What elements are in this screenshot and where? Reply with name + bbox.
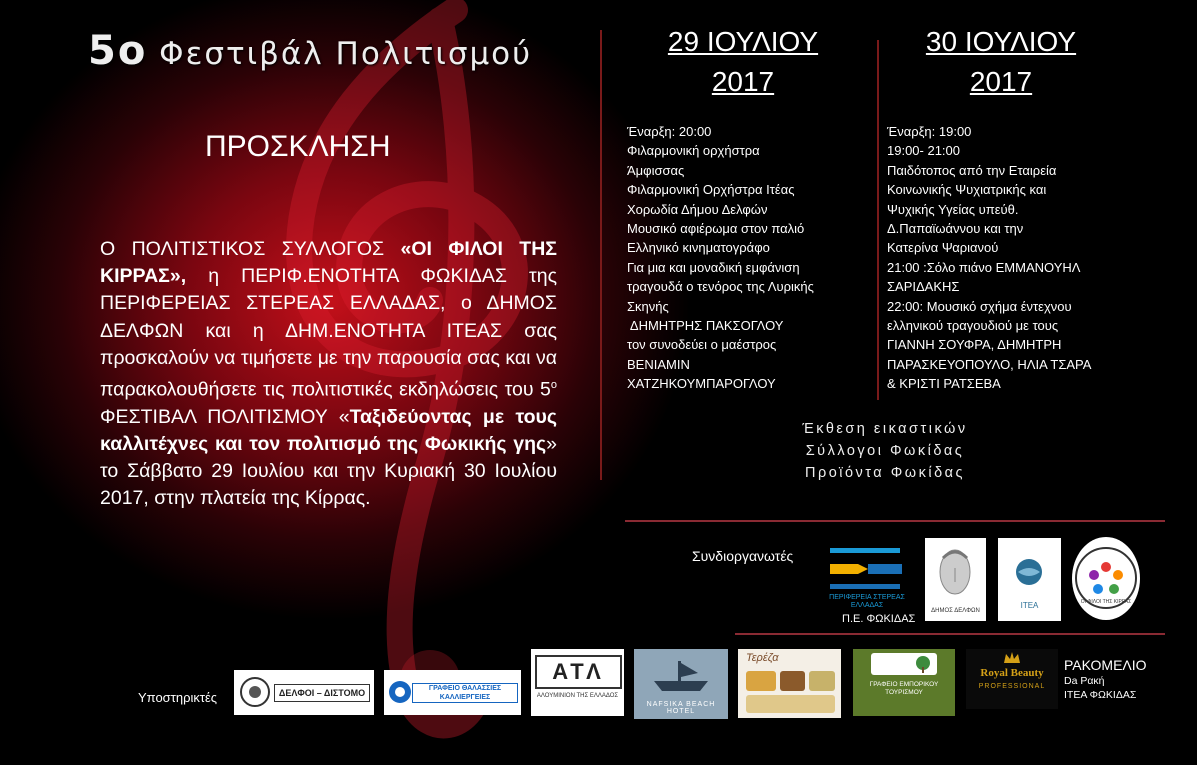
sponsor-1-emblem-icon: [237, 670, 277, 715]
schedule-line: Δ.Παπαϊωάννου και την: [887, 221, 1024, 237]
rakomelio-sponsor: [1064, 657, 1147, 702]
schedule-line: ΒΕΝΙΑΜΙΝ: [627, 356, 690, 372]
schedule-line: 22:00: Μουσικό σχήμα έντεχνου: [887, 298, 1072, 314]
festival-number: 5ο: [88, 28, 148, 74]
sponsor-6-badge: [871, 653, 937, 675]
itea-logo: [998, 538, 1061, 621]
exhibition-info: [770, 418, 1000, 484]
region-emblem-icon: [828, 542, 906, 594]
ship-icon: [634, 649, 728, 699]
sponsor-7-subtext: PROFESSIONAL: [978, 683, 1046, 690]
club-logo-text: ΟΙ ΦΙΛΟΙ ΤΗΣ ΚΙΡΡΑΣ: [1080, 599, 1132, 605]
date-day1: [652, 22, 834, 102]
exhibition-line-1: Έκθεση εικαστικών: [802, 421, 968, 437]
sponsor-3-mark: ΑΤΛ: [535, 655, 622, 689]
schedule-line: Ψυχικής Υγείας υπεύθ.: [887, 201, 1019, 217]
sponsor-6-text: ΓΡΑΦΕΙΟ ΕΜΠΟΡΙΚΟΥ ΤΟΥΡΙΣΜΟΥ: [869, 681, 939, 696]
schedule-line: ΓΙΑΝΝΗ ΣΟΥΦΡΑ, ΔΗΜΗΤΡΗ: [887, 337, 1062, 353]
food-thumbnail-1: [746, 671, 776, 691]
region-logo-text: ΠΕΡΙΦΕΡΕΙΑ ΣΤΕΡΕΑΣ ΕΛΛΑΔΑΣ: [829, 594, 905, 609]
date-day1-line1: 29 ΙΟΥΛΙΟΥ: [667, 26, 819, 57]
rakomelio-line-3: ΙΤΕΑ ΦΩΚΙΔΑΣ: [1064, 689, 1137, 701]
invitation-part-3: η ΠΕΡΙΦ.ΕΝΟΤΗΤΑ ΦΩΚΙΔΑΣ της ΠΕΡΙΦΕΡΕΙΑΣ ΣΤΕΡΕΑΣ ΕΛΛΑΔΑΣ, ο ΔΗΜΟΣ ΔΕΛΦΩΝ και η ΔΗΜ.ΕΝΟΤΗΤΑ ΙΤΕΑΣ σας προσκαλούν να τιμήσετε με την παρουσία σας και να παρακολουθήσετε τις πολιτιστικές εκδηλώσεις του 5: [100, 265, 557, 401]
food-thumbnail-3: [809, 671, 835, 691]
invitation-part-4: ΦΕΣΤΙΒΑΛ ΠΟΛΙΤΙΣΜΟΥ «: [100, 405, 350, 428]
divider-horizontal-bottom: [735, 633, 1165, 635]
date-day2-line1: 30 ΙΟΥΛΙΟΥ: [925, 26, 1077, 57]
sponsor-2-text: ΓΡΑΦΕΙΟ ΘΑΛΑΣΣΙΕΣ ΚΑΛΛΙΕΡΓΕΙΕΣ: [412, 683, 518, 703]
sponsor-4-text: NAFSIKA BEACH HOTEL: [646, 701, 716, 715]
invitation-text: [100, 236, 557, 513]
sponsor-3-text: ΑΛΟΥΜΙΝΙΟΝ ΤΗΣ ΕΛΛΑΔΟΣ: [536, 693, 619, 699]
divider-middle: [877, 40, 879, 400]
schedule-line: Μουσικό αφιέρωμα στον παλιό: [627, 221, 805, 237]
schedule-line: ΠΑΡΑΣΚΕΥΟΠΟΥΛΟ, ΗΛΙΑ ΤΣΑΡΑ: [887, 356, 1092, 372]
sponsors-label: Υποστηρικτές: [138, 690, 218, 705]
festival-title: [88, 28, 532, 74]
region-logo: [828, 542, 906, 612]
sponsor-tourism-office-logo: [853, 649, 955, 716]
sponsor-7-text: Royal Beauty: [980, 667, 1044, 679]
schedule-line: Φιλαρμονική Ορχήστρα Ιτέας: [627, 182, 795, 198]
invitation-heading: ΠΡΟΣΚΛΗΣΗ: [205, 130, 391, 163]
club-emblem-icon: [1072, 537, 1140, 620]
crown-icon: [966, 649, 1058, 667]
ordinal-superscript: ο: [550, 379, 557, 392]
schedule-line: Κατερίνα Ψαριανού: [887, 240, 999, 256]
schedule-line: Έναρξη: 19:00: [887, 124, 972, 139]
schedule-line: ΧΑΤΖΗΚΟΥΜΠΑΡΟΓΛΟΥ: [627, 376, 776, 392]
sponsor-delfoi-distomo-logo: [234, 670, 374, 715]
festival-theme: Ταξιδεύοντας με τους καλλιτέχνες και τον πολιτισμό της Φωκικής γης: [100, 405, 557, 455]
exhibition-line-2: Σύλλογοι Φωκίδας: [805, 443, 965, 459]
coorganizers-label: Συνδιοργανωτές: [692, 548, 794, 564]
schedule-line: τραγουδά ο τενόρος της Λυρικής: [627, 279, 814, 295]
schedule-line: Ελληνικό κινηματογράφο: [627, 240, 770, 256]
schedule-line: ελληνικού τραγουδιού με τους: [887, 318, 1059, 334]
itea-logo-text: ΙΤΕΑ: [1020, 601, 1039, 610]
club-logo: [1072, 537, 1140, 620]
sponsor-5-text: Τερέζα: [746, 652, 779, 664]
exhibition-line-3: Προϊόντα Φωκίδας: [804, 465, 966, 481]
rakomelio-title: ΡΑΚΟΜΕΛΙΟ: [1064, 657, 1147, 673]
schedule-day1: [627, 122, 814, 394]
schedule-line: τον συνοδεύει ο μαέστρος: [627, 337, 777, 353]
sponsor-aluminium-logo: [531, 649, 624, 716]
delphi-logo-text: ΔΗΜΟΣ ΔΕΛΦΩΝ: [931, 608, 980, 614]
date-day1-line2: 2017: [711, 66, 775, 97]
schedule-line: Για μια και μοναδική εμφάνιση: [627, 259, 800, 275]
food-thumbnail-4: [746, 695, 835, 713]
invitation-part-1: Ο ΠΟΛΙΤΙΣΤΙΚΟΣ ΣΥΛΛΟΓΟΣ: [100, 238, 401, 260]
schedule-line: Χορωδία Δήμου Δελφών: [627, 201, 768, 217]
region-caption: Π.Ε. ΦΩΚΙΔΑΣ: [842, 613, 916, 625]
sponsor-royal-beauty-logo: [966, 649, 1058, 709]
schedule-line: ΔΗΜΗΤΡΗΣ ΠΑΚΣΟΓΛΟΥ: [627, 318, 784, 334]
schedule-line: 19:00- 21:00: [887, 143, 961, 159]
schedule-line: Άμφισσας: [627, 162, 685, 178]
rakomelio-line-2: Da Ρακή: [1064, 675, 1105, 687]
sponsor-nafsika-logo: [634, 649, 728, 719]
schedule-line: Σκηνής: [627, 298, 669, 314]
sponsor-1-text: ΔΕΛΦΟΙ – ΔΙΣΤΟΜΟ: [274, 684, 370, 702]
sponsor-aquaculture-logo: [384, 670, 521, 715]
date-day2-line2: 2017: [969, 66, 1033, 97]
tree-icon: [871, 653, 937, 675]
schedule-line: ΣΑΡΙΔΑΚΗΣ: [887, 279, 960, 295]
schedule-line: Έναρξη: 20:00: [627, 124, 712, 139]
schedule-line: Φιλαρμονική ορχήστρα: [627, 143, 760, 159]
food-thumbnail-2: [780, 671, 805, 691]
invitation-part-6: » το Σάββατο 29 Ιουλίου και την Κυριακή 30 Ιουλίου 2017, στην πλατεία της Κίρρας.: [100, 432, 557, 510]
charioteer-head-icon: [925, 538, 986, 608]
club-name: «ΟΙ ΦΙΛΟΙ ΤΗΣ ΚΙΡΡΑΣ»,: [100, 238, 557, 288]
divider-horizontal-top: [625, 520, 1165, 522]
itea-emblem-icon: [998, 538, 1061, 598]
schedule-line: & ΚΡΙΣΤΙ ΡΑΤΣΕΒΑ: [887, 376, 1001, 392]
festival-name: Φεστιβάλ Πολιτισμού: [159, 36, 533, 72]
schedule-line: Παιδότοπος από την Εταιρεία: [887, 162, 1057, 178]
schedule-line: 21:00 :Σόλο πιάνο ΕΜΜΑΝΟΥΗΛ: [887, 259, 1081, 275]
schedule-day2: [887, 122, 1091, 394]
divider-left: [600, 30, 602, 480]
schedule-line: Κοινωνικής Ψυχιατρικής και: [887, 182, 1047, 198]
date-day2: [910, 22, 1092, 102]
sponsor-tereza-logo: [738, 649, 841, 718]
delphi-municipality-logo: [925, 538, 986, 621]
